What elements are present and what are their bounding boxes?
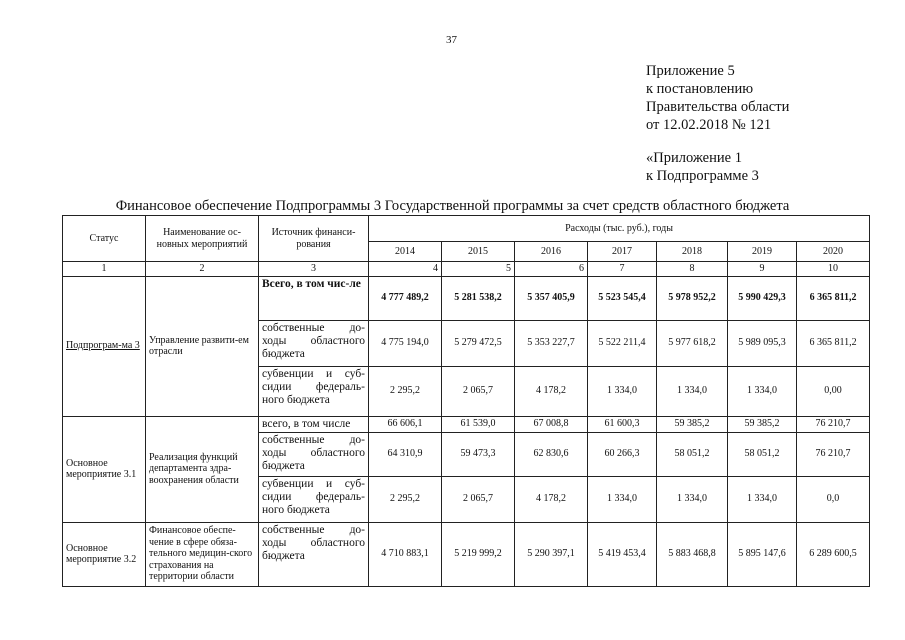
row-source: собственные до-ходы областного бюджета — [259, 522, 369, 586]
row-source: всего, в том числе — [259, 416, 369, 432]
table-row — [63, 276, 870, 320]
value-cell: 1 334,0 — [588, 366, 657, 416]
appendix-line: Правительства области — [646, 99, 790, 115]
column-number: 1 — [63, 262, 146, 277]
row-source: субвенции и суб-сидии федераль-ного бюджета — [259, 366, 369, 416]
value-cell: 1 334,0 — [657, 476, 728, 522]
value-cell: 5 522 211,4 — [588, 320, 657, 366]
header-year: 2020 — [797, 242, 870, 262]
appendix-line: «Приложение 1 — [646, 150, 742, 166]
header-year: 2018 — [657, 242, 728, 262]
value-cell: 64 310,9 — [369, 432, 442, 476]
value-cell: 5 290 397,1 — [515, 522, 588, 586]
header-year: 2019 — [728, 242, 797, 262]
value-cell: 76 210,7 — [797, 416, 870, 432]
column-number: 2 — [146, 262, 259, 277]
header-expenses: Расходы (тыс. руб.), годы — [369, 216, 870, 242]
value-cell: 4 777 489,2 — [369, 276, 442, 320]
row-source: субвенции и суб-сидии федераль-ного бюджета — [259, 476, 369, 522]
value-cell: 61 539,0 — [442, 416, 515, 432]
header-name: Наименование ос-новных мероприятий — [146, 216, 259, 262]
value-cell: 4 178,2 — [515, 366, 588, 416]
row-status: Подпрограм-ма 3 — [63, 276, 146, 416]
value-cell: 5 357 405,9 — [515, 276, 588, 320]
appendix-line: к постановлению — [646, 81, 754, 97]
table-row — [63, 416, 870, 432]
column-number: 7 — [588, 262, 657, 277]
row-source: собственные до-ходы областного бюджета — [259, 432, 369, 476]
page-number: 37 — [446, 34, 457, 46]
value-cell: 5 990 429,3 — [728, 276, 797, 320]
column-number: 9 — [728, 262, 797, 277]
row-source: Всего, в том чис-ле — [259, 276, 369, 320]
row-source: собственные до-ходы областного бюджета — [259, 320, 369, 366]
value-cell: 67 008,8 — [515, 416, 588, 432]
appendix-subheader — [646, 149, 759, 185]
row-status: Основное мероприятие 3.1 — [63, 416, 146, 522]
value-cell: 5 523 545,4 — [588, 276, 657, 320]
header-source: Источник финанси-рования — [259, 216, 369, 262]
value-cell: 59 473,3 — [442, 432, 515, 476]
value-cell: 5 353 227,7 — [515, 320, 588, 366]
value-cell: 59 385,2 — [657, 416, 728, 432]
value-cell: 6 365 811,2 — [797, 320, 870, 366]
value-cell: 2 065,7 — [442, 476, 515, 522]
value-cell: 5 219 999,2 — [442, 522, 515, 586]
header-year: 2015 — [442, 242, 515, 262]
value-cell: 5 895 147,6 — [728, 522, 797, 586]
value-cell: 0,00 — [797, 366, 870, 416]
column-number: 5 — [442, 262, 515, 277]
document-title: Финансовое обеспечение Подпрограммы 3 Государственной программы за счет средств областного бюджета — [115, 198, 790, 214]
value-cell: 58 051,2 — [657, 432, 728, 476]
value-cell: 5 978 952,2 — [657, 276, 728, 320]
value-cell: 5 883 468,8 — [657, 522, 728, 586]
value-cell: 5 281 538,2 — [442, 276, 515, 320]
value-cell: 61 600,3 — [588, 416, 657, 432]
row-status: Основное мероприятие 3.2 — [63, 522, 146, 586]
value-cell: 4 710 883,1 — [369, 522, 442, 586]
value-cell: 5 419 453,4 — [588, 522, 657, 586]
value-cell: 1 334,0 — [728, 476, 797, 522]
value-cell: 5 989 095,3 — [728, 320, 797, 366]
header-year: 2014 — [369, 242, 442, 262]
appendix-header — [646, 62, 789, 134]
appendix-line: Приложение 5 — [646, 63, 735, 79]
value-cell: 1 334,0 — [588, 476, 657, 522]
column-number: 8 — [657, 262, 728, 277]
value-cell: 5 279 472,5 — [442, 320, 515, 366]
table-row — [63, 522, 870, 586]
financing-table — [62, 215, 870, 587]
header-year: 2016 — [515, 242, 588, 262]
header-year: 2017 — [588, 242, 657, 262]
value-cell: 60 266,3 — [588, 432, 657, 476]
value-cell: 6 365 811,2 — [797, 276, 870, 320]
value-cell: 5 977 618,2 — [657, 320, 728, 366]
value-cell: 4 178,2 — [515, 476, 588, 522]
value-cell: 62 830,6 — [515, 432, 588, 476]
value-cell: 59 385,2 — [728, 416, 797, 432]
column-number: 6 — [515, 262, 588, 277]
value-cell: 6 289 600,5 — [797, 522, 870, 586]
value-cell: 2 295,2 — [369, 476, 442, 522]
appendix-line: к Подпрограмме 3 — [646, 168, 759, 184]
value-cell: 2 295,2 — [369, 366, 442, 416]
value-cell: 66 606,1 — [369, 416, 442, 432]
row-activity-name: Реализация функций департамента здра-воохранения области — [146, 416, 259, 522]
header-status: Статус — [63, 216, 146, 262]
value-cell: 58 051,2 — [728, 432, 797, 476]
value-cell: 76 210,7 — [797, 432, 870, 476]
value-cell: 0,0 — [797, 476, 870, 522]
value-cell: 2 065,7 — [442, 366, 515, 416]
column-number: 10 — [797, 262, 870, 277]
value-cell: 1 334,0 — [657, 366, 728, 416]
column-number: 4 — [369, 262, 442, 277]
column-number: 3 — [259, 262, 369, 277]
row-activity-name: Управление развити-ем отрасли — [146, 276, 259, 416]
row-activity-name: Финансовое обеспе-чение в сфере обяза-тельного медицин-ского страхования на территории области — [146, 522, 259, 586]
value-cell: 4 775 194,0 — [369, 320, 442, 366]
value-cell: 1 334,0 — [728, 366, 797, 416]
appendix-line: от 12.02.2018 № 121 — [646, 117, 772, 133]
